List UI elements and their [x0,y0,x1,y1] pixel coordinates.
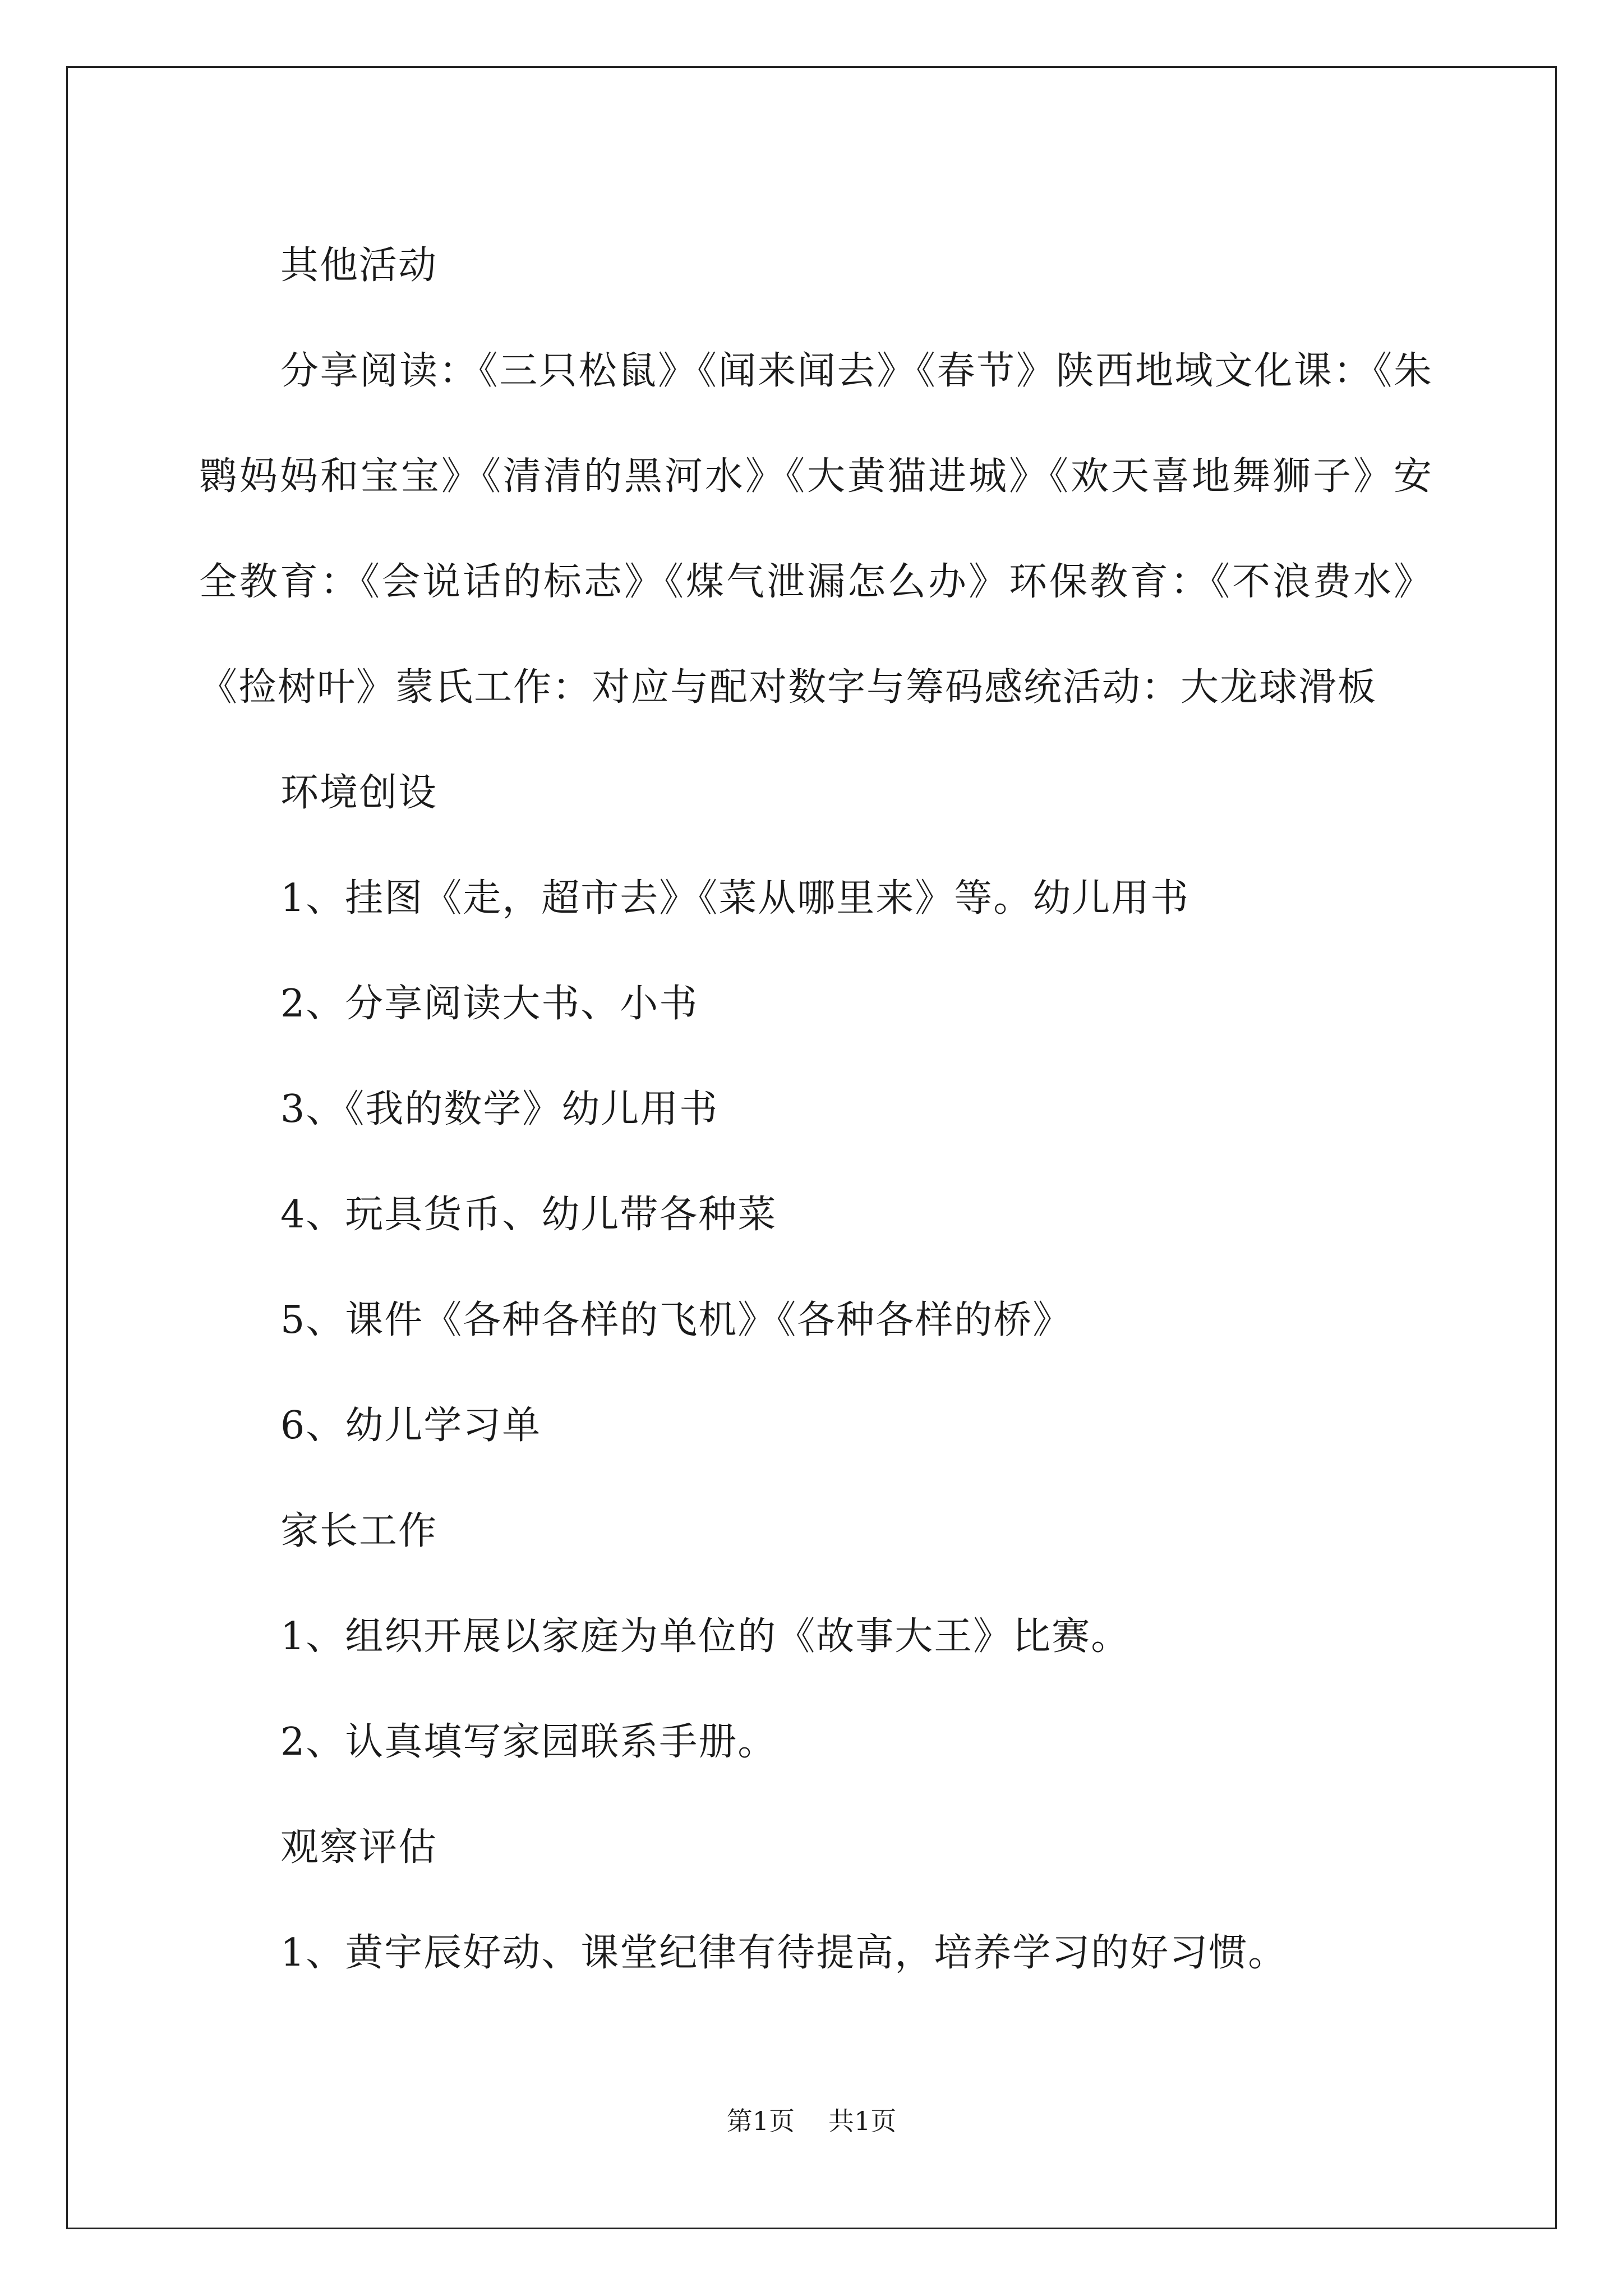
section-heading-environment: 环境创设 [280,771,438,815]
section-heading-parent-work: 家长工作 [280,1509,438,1553]
list-item: 5、课件《各种各样的飞机》《各种各样的桥》 [280,1298,1072,1342]
paragraph-line: 《捡树叶》蒙氏工作：对应与配对数字与筹码感统活动：大龙球滑板 [199,665,1377,710]
list-item: 6、幼儿学习单 [280,1404,542,1448]
list-item: 4、玩具货币、幼儿带各种菜 [280,1193,777,1237]
list-item: 2、分享阅读大书、小书 [280,982,699,1026]
list-item: 1、黄宇辰好动、课堂纪律有待提高，培养学习的好习惯。 [280,1931,1288,1975]
page-footer [0,2101,1623,2138]
paragraph-line: 鹮妈妈和宝宝》《清清的黑河水》《大黄猫进城》《欢天喜地舞狮子》安 [199,454,1433,499]
section-heading-other-activities: 其他活动 [280,243,438,288]
list-item: 3、《我的数学》幼儿用书 [280,1087,719,1131]
list-item: 1、挂图《走，超市去》《菜从哪里来》等。幼儿用书 [280,876,1190,921]
list-item: 2、认真填写家园联系手册。 [280,1720,777,1764]
section-heading-observation: 观察评估 [280,1825,438,1870]
document-body [199,213,1433,2006]
page-number-current: 第1页 [726,2106,795,2136]
page-number-total: 共1页 [828,2106,897,2136]
paragraph-line: 分享阅读：《三只松鼠》《闻来闻去》《春节》陕西地域文化课：《朱 [280,349,1433,393]
paragraph-line: 全教育：《会说话的标志》《煤气泄漏怎么办》环保教育：《不浪费水》 [199,560,1433,604]
list-item: 1、组织开展以家庭为单位的《故事大王》比赛。 [280,1614,1131,1659]
